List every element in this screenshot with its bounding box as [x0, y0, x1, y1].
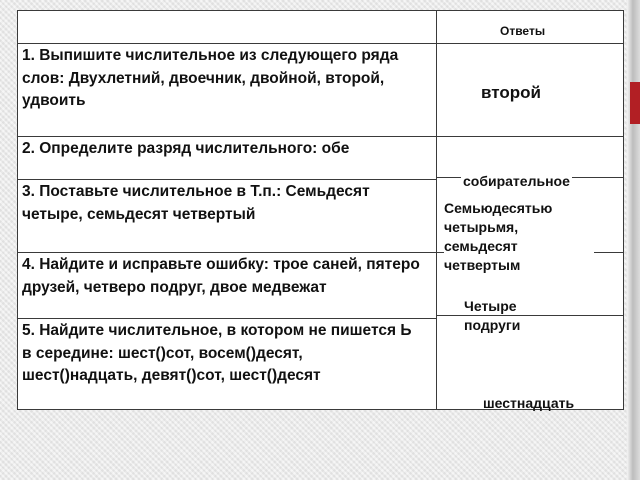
- question-3: 3. Поставьте числительное в Т.п.: Семьдесят четыре, семьдесят четвертый: [22, 183, 370, 223]
- question-4: 4. Найдите и исправьте ошибку: трое саней, пятеро друзей, четверо подруг, двое медвежат: [22, 256, 420, 296]
- accent-bar: [630, 82, 640, 124]
- row-divider: [18, 136, 623, 137]
- answer-5: шестнадцать: [483, 395, 575, 411]
- answer-2: собирательное: [463, 173, 570, 189]
- question-2: 2. Определите разряд числительного: обе: [22, 140, 350, 157]
- row-divider: [18, 179, 436, 180]
- answer-4: Четыре подруги: [464, 298, 521, 333]
- question-5: 5. Найдите числительное, в котором не пишется Ь в середине: шест()сот, восем()десят, шест()надцать, девят()сот, шест()десят: [22, 322, 412, 384]
- answer-1: второй: [481, 83, 541, 102]
- answer-3: Семьюдесятью четырьмя, семьдесят четвертым: [444, 199, 594, 275]
- slide-edge-decoration: [627, 0, 640, 480]
- answers-table: [17, 10, 624, 410]
- question-1: 1. Выпишите числительное из следующего ряда слов: Двухлетний, двоечник, двойной, второй, удвоить: [22, 47, 399, 109]
- column-divider: [436, 11, 437, 409]
- answers-column-header: Ответы: [500, 24, 546, 38]
- row-divider: [18, 43, 623, 44]
- row-divider: [18, 318, 436, 319]
